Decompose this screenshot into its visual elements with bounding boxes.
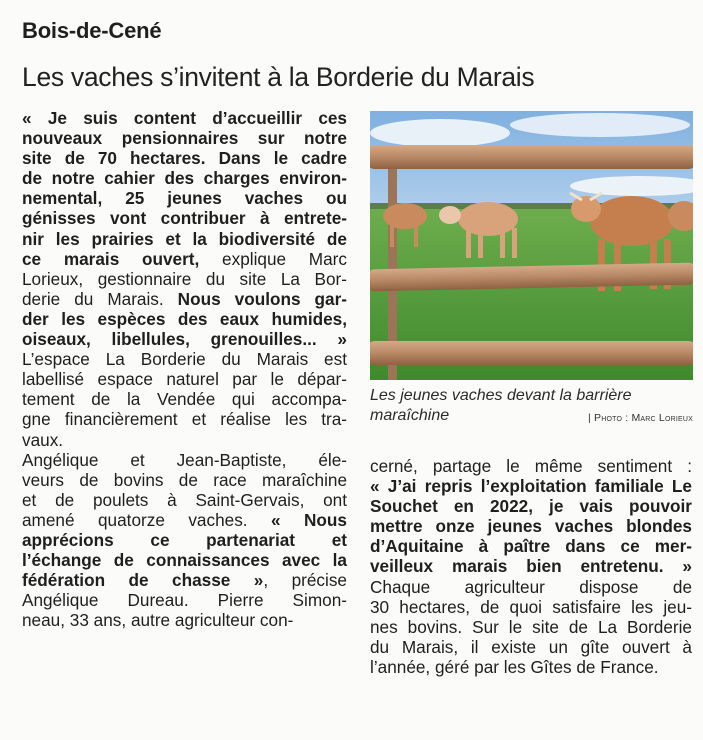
- bold-quote-text: génisses vont contribuer à entrete-: [22, 208, 347, 229]
- bold-quote-text: apprécions ce partenariat et: [22, 529, 347, 550]
- bold-quote-text: ce marais ouvert,: [22, 248, 200, 269]
- text-line: [22, 309, 347, 329]
- text-line: [370, 456, 692, 476]
- text-line: [22, 570, 347, 590]
- bold-quote-text: nir les prairies et la biodiversité de: [22, 228, 347, 249]
- text-line: [22, 590, 347, 610]
- article-photo: [370, 111, 693, 380]
- body-text: Lorieux, gestionnaire du site La Bor-: [22, 268, 347, 289]
- body-text: veurs de bovins de race maraîchine: [22, 469, 347, 490]
- text-line: [22, 389, 347, 409]
- text-line: [22, 249, 347, 269]
- bold-quote-text: « Je suis content d’accueillir ces: [22, 108, 347, 128]
- bold-quote-text: nouveaux pensionnaires sur notre: [22, 128, 347, 149]
- text-line: [370, 476, 692, 496]
- text-line: [370, 617, 692, 637]
- text-line: [22, 409, 347, 429]
- text-line: [370, 556, 692, 576]
- body-text: L’espace La Borderie du Marais est: [22, 349, 347, 370]
- body-text: Angélique et Jean-Baptiste, éle-: [22, 449, 347, 470]
- text-line: [370, 577, 692, 597]
- text-line: [22, 128, 347, 148]
- text-line: [22, 490, 347, 510]
- text-line: [22, 108, 347, 128]
- text-line: [22, 430, 347, 450]
- text-line: [22, 168, 347, 188]
- caption-line: maraîchine: [370, 407, 450, 424]
- body-text: labellisé espace naturel par le dépar-: [22, 369, 347, 390]
- text-line: [370, 536, 692, 556]
- bold-quote-text: de notre cahier des charges environ-: [22, 168, 347, 189]
- bold-quote-text: site de 70 hectares. Dans le cadre: [22, 148, 347, 169]
- bold-quote-text: Souchet en 2022, je vais pouvoir: [370, 496, 692, 517]
- text-line: [22, 450, 347, 470]
- text-line: [370, 496, 692, 516]
- bold-quote-text: Nous voulons gar-: [177, 288, 347, 309]
- body-column-left: [22, 108, 347, 630]
- body-text: l’année, géré par les Gîtes de France.: [370, 656, 659, 677]
- text-line: [22, 369, 347, 389]
- bold-quote-text: fédération de chasse »: [22, 570, 264, 591]
- body-text: , précise: [263, 570, 347, 591]
- bold-quote-text: der les espèces des eaux humides,: [22, 308, 347, 329]
- text-line: [22, 510, 347, 530]
- body-text: 30 hectares, de quoi satisfaire les jeu-: [370, 596, 692, 617]
- bold-quote-text: « Nous: [271, 509, 347, 530]
- bold-quote-text: d’Aquitaine à paître dans ce mer-: [370, 536, 692, 557]
- body-column-right: [370, 456, 692, 677]
- text-line: [22, 289, 347, 309]
- body-text: neau, 33 ans, autre agriculteur con-: [22, 610, 294, 631]
- bold-quote-text: veilleux marais bien entretenu. »: [370, 556, 692, 577]
- kicker: Bois-de-Cené: [22, 18, 162, 43]
- bold-quote-text: « J’ai repris l’exploitation familiale Le: [370, 476, 692, 497]
- body-text: tement de la Vendée qui accompa-: [22, 389, 347, 410]
- text-line: [370, 657, 692, 677]
- text-line: [22, 148, 347, 168]
- text-line: [22, 229, 347, 249]
- bold-quote-text: mettre onze jeunes vaches blondes: [370, 516, 692, 537]
- body-text: explique Marc: [199, 248, 347, 269]
- body-text: et de poulets à Saint-Gervais, ont: [22, 489, 347, 510]
- body-text: du Marais, il existe un gîte ouvert à: [370, 636, 692, 657]
- text-line: [22, 610, 347, 630]
- body-text: vaux.: [22, 429, 64, 450]
- body-text: cerné, partage le même sentiment :: [370, 456, 692, 476]
- body-text: gne financièrement et réalise les tra-: [22, 409, 347, 430]
- body-text: Angélique Dureau. Pierre Simon-: [22, 590, 347, 611]
- bold-quote-text: nemental, 25 jeunes vaches ou: [22, 188, 347, 209]
- body-text: nes bovins. Sur le site de La Borderie: [370, 616, 692, 637]
- text-line: [22, 470, 347, 490]
- bold-quote-text: oiseaux, libellules, grenouilles... »: [22, 329, 347, 350]
- text-line: [22, 208, 347, 228]
- text-line: [22, 188, 347, 208]
- bold-quote-text: l’échange de connaissances avec la: [22, 550, 347, 571]
- text-line: [22, 550, 347, 570]
- caption-line: Les jeunes vaches devant la barrière: [370, 387, 632, 404]
- text-line: [370, 597, 692, 617]
- text-line: [22, 530, 347, 550]
- text-line: [370, 516, 692, 536]
- text-line: [22, 329, 347, 349]
- headline: Les vaches s’invitent à la Borderie du Marais: [22, 62, 535, 92]
- body-text: Chaque agriculteur dispose de: [370, 576, 692, 597]
- text-line: [22, 349, 347, 369]
- body-text: amené quatorze vaches.: [22, 509, 272, 530]
- photo-credit: | Photo : Marc Lorieux: [587, 412, 693, 424]
- text-line: [370, 637, 692, 657]
- text-line: [22, 269, 347, 289]
- body-text: derie du Marais.: [22, 288, 178, 309]
